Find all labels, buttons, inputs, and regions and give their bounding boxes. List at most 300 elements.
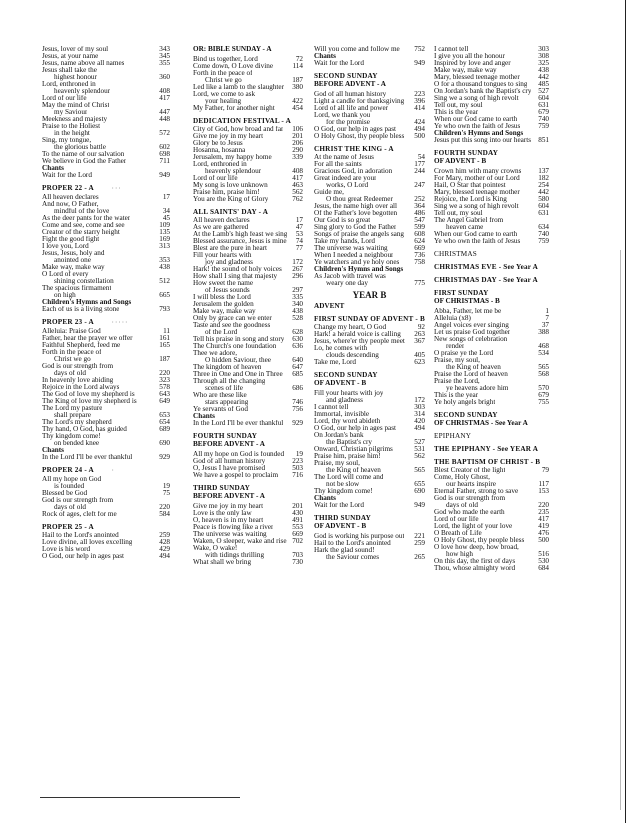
hymn-entry [434, 88, 549, 95]
hymn-number: 19 [162, 482, 170, 490]
hymn-entry [193, 224, 303, 231]
hymn-title: Lord of all life and power [314, 105, 389, 112]
hymn-title: Angel voices ever singing [434, 322, 509, 329]
hymn-number: 414 [414, 104, 425, 112]
hymn-number: 430 [292, 509, 303, 517]
hymn-entry [314, 273, 425, 280]
section-heading [434, 433, 549, 440]
hymn-entry [314, 189, 425, 196]
hymn-number: 580 [538, 195, 549, 203]
hymn-number: 665 [159, 291, 170, 299]
hymn-title: Lo, he comes with [314, 345, 368, 352]
hymn-entry [193, 70, 303, 77]
hymn-number: 172 [292, 258, 303, 266]
hymn-entry [193, 545, 303, 552]
hymn-entry [42, 391, 170, 398]
hymn-number: 137 [538, 167, 549, 175]
hymn-title: God who made the earth [434, 509, 505, 516]
hymn-title: Love is the only law [193, 510, 252, 517]
hymn-number: 740 [538, 230, 549, 238]
hymn-title: shining constellation [54, 278, 114, 285]
hymn-number: 643 [159, 390, 170, 398]
hymn-title: Wait for the Lord [314, 502, 364, 509]
hymn-title: Come, Holy Ghost, [434, 474, 490, 481]
hymn-number: 562 [414, 452, 425, 460]
hymn-title: O thou great Redeemer [326, 196, 393, 203]
hymn-entry [42, 208, 170, 215]
hymn-title: Hark! the sound of holy voices [193, 266, 282, 273]
hymn-number: 684 [538, 564, 549, 572]
hymn-number: 631 [538, 209, 549, 217]
hymn-entry [42, 433, 170, 440]
hymn-number: 244 [414, 167, 425, 175]
hymn-entry [193, 266, 303, 273]
hymn-entry [193, 559, 303, 566]
section-heading-text: THIRD SUNDAY [193, 484, 251, 492]
hymn-number: 690 [159, 439, 170, 447]
hymn-entry [42, 102, 170, 109]
hymn-entry [434, 502, 549, 509]
hymn-number: 408 [292, 167, 303, 175]
hymn-entry [314, 196, 425, 203]
hymn-number: 187 [292, 76, 303, 84]
section-heading [42, 319, 170, 327]
hymn-title: The kingdom of heaven [193, 364, 262, 371]
hymn-title: Make way, make way [42, 264, 105, 271]
hymn-number: 698 [159, 150, 170, 158]
hymn-number: 290 [292, 146, 303, 154]
hymn-entry [434, 196, 549, 203]
hymn-entry [42, 483, 170, 490]
hymn-title: Abba, Father, let me be [434, 308, 502, 315]
hymn-entry [314, 460, 425, 467]
section-heading: OF CHRISTMAS - B [434, 297, 500, 305]
hymn-entry [314, 280, 425, 287]
hymn-number: 153 [538, 487, 549, 495]
hymn-entry [42, 454, 170, 461]
subsection-label [314, 53, 425, 60]
hymn-number: 187 [159, 355, 170, 363]
hymn-number: 759 [538, 122, 549, 130]
hymn-title: Fill your hearts with joy [314, 390, 384, 397]
hymn-entry [314, 91, 425, 98]
hymn-title: O Breath of Life [434, 530, 482, 537]
hymn-title: On Jordan's bank the Baptist's cry [434, 88, 532, 95]
hymn-title: Praise, my soul, [434, 357, 480, 364]
hymn-title: Take my hands, Lord [314, 238, 375, 245]
section-heading: OF ADVENT - B [314, 522, 367, 530]
section-heading [193, 209, 303, 216]
hymn-title: on high [54, 292, 76, 299]
hymn-title: God of all human history [314, 91, 387, 98]
section-heading-text: FIRST SUNDAY OF ADVENT - B [314, 315, 425, 323]
hymn-entry [434, 182, 549, 189]
hymn-number: 669 [414, 244, 425, 252]
hymn-entry [314, 390, 425, 397]
hymn-entry [193, 280, 303, 287]
hymn-entry [314, 547, 425, 554]
hymn-number: 755 [538, 398, 549, 406]
hymn-entry [434, 474, 549, 481]
hymn-title: Make way, make way [434, 67, 497, 74]
hymn-number: 655 [414, 480, 425, 488]
hymn-entry [42, 81, 170, 88]
hymn-entry [193, 451, 303, 458]
hymn-entry [434, 350, 549, 357]
section-heading-text: THE EPIPHANY - See YEAR A [434, 445, 539, 453]
hymn-number: 313 [159, 242, 170, 250]
hymn-entry [42, 356, 170, 363]
section-heading-text: FOURTH SUNDAY [193, 432, 258, 440]
hymn-number: 565 [414, 466, 425, 474]
hymn-entry [193, 196, 303, 203]
hymn-title: the Saviour comes [326, 554, 380, 561]
hymn-entry [314, 231, 425, 238]
hymn-entry [434, 238, 549, 245]
hymn-number: 636 [292, 342, 303, 350]
hymn-entry [434, 224, 549, 231]
hymn-number: 165 [159, 341, 170, 349]
hymn-number: 608 [414, 230, 425, 238]
hymn-entry [434, 137, 549, 144]
hymn-entry [193, 133, 303, 140]
hymn-number: 949 [159, 171, 170, 179]
hymn-entry [314, 533, 425, 540]
hymn-entry [314, 411, 425, 418]
hymn-number: 72 [295, 55, 303, 63]
hymn-title: For all the saints [314, 161, 362, 168]
hymn-title: The Angel Gabriel from [434, 217, 504, 224]
section-heading [42, 524, 170, 531]
hymn-entry [42, 490, 170, 497]
hymn-number: 711 [159, 157, 170, 165]
hymn-number: 634 [538, 223, 549, 231]
hymn-title: The God of love my shepherd is [42, 391, 135, 398]
hymn-entry [42, 384, 170, 391]
hymn-title: days of old [54, 504, 86, 511]
section-heading: OF CHRISTMAS - See Year A [434, 419, 528, 427]
hymn-title: Jesus put this song into our hearts [434, 137, 532, 144]
hymn-entry [193, 259, 303, 266]
hymn-entry [42, 201, 170, 208]
hymn-title: scenes of life [205, 385, 243, 392]
hymn-number: 447 [159, 108, 170, 116]
hymn-number: 512 [159, 277, 170, 285]
hymn-entry [314, 105, 425, 112]
hymn-number: 486 [414, 209, 425, 217]
hymn-title: Meekness and majesty [42, 116, 108, 123]
hymn-entry [42, 60, 170, 67]
hymn-entry [193, 524, 303, 531]
hymn-title: Ye holy angels bright [434, 399, 496, 406]
hymn-title: How sweet the name [193, 280, 254, 287]
hymn-title: Each of us is a living stone [42, 306, 120, 313]
hymn-title: Inspired by love and anger [434, 60, 511, 67]
hymn-title: Chants [42, 165, 64, 172]
hymn-number: 494 [414, 125, 425, 133]
hymn-title: Lord, enthroned in [42, 81, 96, 88]
hymn-title: Make way, make way [193, 308, 256, 315]
hymn-number: 949 [414, 59, 425, 67]
hymn-title: The spacious firmament [42, 285, 112, 292]
hymn-title: Waken, O sleeper, wake and rise [193, 538, 287, 545]
hymn-number: 405 [414, 351, 425, 359]
hymn-number: 685 [292, 370, 303, 378]
hymn-number: 793 [159, 305, 170, 313]
hymn-title: Praise him, praise him! [193, 189, 260, 196]
hymn-entry [42, 151, 170, 158]
hymn-number: 463 [292, 181, 303, 189]
hymn-title: Onward, Christian pilgrims [314, 446, 393, 453]
hymn-number: 353 [159, 256, 170, 264]
hymn-number: 117 [538, 480, 549, 488]
hymn-number: 17 [162, 193, 170, 201]
hymn-title: At the Lamb's high feast we sing [193, 231, 288, 238]
hymn-title: Jesus, the name high over all [314, 203, 398, 210]
hymn-title: Forth in the peace of [42, 349, 102, 356]
hymn-number: 929 [159, 453, 170, 461]
hymn-title: Chants [42, 447, 64, 454]
hymn-title: not be slow [326, 481, 360, 488]
hymn-number: 220 [159, 503, 170, 511]
hymn-title: Sing glory to God the Father [314, 224, 397, 231]
hymn-entry [42, 539, 170, 546]
hymn-number: 631 [538, 101, 549, 109]
section-heading-text: CHRISTMAS [434, 250, 477, 258]
hymn-title: Who are these like [193, 392, 247, 399]
hymn-entry [42, 67, 170, 74]
hymn-title: Lord of our life [434, 516, 479, 523]
hymn-title: Taste and see the goodness [193, 322, 271, 329]
section-heading: OF ADVENT - B [314, 379, 367, 387]
hymn-number: 169 [159, 235, 170, 243]
hymn-entry [42, 137, 170, 144]
hymn-number: 314 [414, 410, 425, 418]
hymn-title: Rock of ages, cleft for me [42, 511, 117, 518]
hymn-number: 335 [292, 293, 303, 301]
hymn-number: 500 [414, 132, 425, 140]
hymn-number: 263 [414, 330, 425, 338]
hymn-number: 775 [414, 279, 425, 287]
hymn-entry [42, 130, 170, 137]
hymn-number: 221 [414, 532, 425, 540]
hymn-title: Alleluia: Praise God [42, 328, 101, 335]
hymn-title: Chants [314, 53, 336, 60]
hymn-number: 417 [538, 515, 549, 523]
hymn-title: I cannot tell [434, 46, 469, 53]
hymn-number: 396 [414, 97, 425, 105]
hymn-number: 252 [414, 195, 425, 203]
hymn-number: 623 [414, 358, 425, 366]
section-heading: BEFORE ADVENT - A [193, 492, 265, 500]
hymn-number: 325 [538, 59, 549, 67]
hymn-entry [314, 119, 425, 126]
hymn-title: Give me joy in my heart [193, 133, 264, 140]
hymn-entry [314, 397, 425, 404]
hymn-entry [193, 406, 303, 413]
hymn-title: Only by grace can we enter [193, 315, 272, 322]
hymn-number: 259 [414, 539, 425, 547]
hymn-title: the King of heaven [326, 467, 381, 474]
handwritten-mark: · [111, 468, 114, 474]
hymn-title: Jesus, name above all names [42, 60, 125, 67]
hymn-entry [434, 95, 549, 102]
hymn-entry [42, 306, 170, 313]
section-heading [434, 412, 549, 419]
hymn-number: 527 [414, 438, 425, 446]
hymn-entry [42, 172, 170, 179]
hymn-title: Hark the glad sound! [314, 547, 375, 554]
hymn-entry [193, 84, 303, 91]
hymn-entry [42, 363, 170, 370]
hymn-title: Lord, thy word abideth [314, 418, 381, 425]
hymn-title: The Church's one foundation [193, 343, 277, 350]
hymn-number: 758 [414, 258, 425, 266]
section-heading: ADVENT [314, 302, 345, 310]
hymn-number: 730 [292, 558, 303, 566]
hymn-number: 92 [417, 323, 425, 331]
hymn-title: Jesus, where'er thy people meet [314, 338, 405, 345]
hymn-entry [42, 370, 170, 377]
hymn-entry [314, 112, 425, 119]
section-heading-text: CHRISTMAS DAY - See Year A [434, 276, 538, 284]
hymn-entry [314, 245, 425, 252]
index-column-4 [434, 46, 549, 572]
hymn-entry [42, 440, 170, 447]
hymn-number: 235 [538, 508, 549, 516]
hymn-title: Through all the changing [193, 378, 266, 385]
hymn-number: 438 [538, 66, 549, 74]
hymn-title: Bind us together, Lord [193, 56, 258, 63]
hymn-entry [434, 336, 549, 343]
hymn-title: Peace is flowing like a river [193, 524, 274, 531]
hymn-title: Blessed be God [42, 490, 88, 497]
hymn-entry [42, 236, 170, 243]
hymn-title: This is the year [434, 109, 479, 116]
hymn-title: On Jordan's bank [314, 432, 364, 439]
section-heading-text: PROPER 22 - A [42, 184, 94, 192]
hymn-title: of the Lord [205, 329, 238, 336]
hymn-entry [193, 91, 303, 98]
hymn-entry [193, 364, 303, 371]
subsection-label [42, 165, 170, 172]
hymn-number: 106 [292, 125, 303, 133]
hymn-entry [42, 215, 170, 222]
section-heading-text: FIRST SUNDAY [434, 289, 489, 297]
hymn-number: 454 [292, 104, 303, 112]
hymn-entry [434, 343, 549, 350]
hymn-entry [314, 203, 425, 210]
hymn-number: 578 [159, 383, 170, 391]
hymn-title: Great indeed are your [314, 175, 377, 182]
hymn-title: Sing we a song of high revolt [434, 203, 519, 210]
hymn-number: 161 [159, 334, 170, 342]
hymn-number: 438 [159, 263, 170, 271]
hymn-number: 135 [159, 228, 170, 236]
subsection-label [42, 447, 170, 454]
hymn-title: heavenly splendour [205, 168, 262, 175]
hymn-entry [314, 182, 425, 189]
section-heading [434, 459, 549, 466]
hymn-number: 740 [538, 115, 549, 123]
hymn-number: 364 [414, 202, 425, 210]
section-heading-text: SECOND SUNDAY [314, 371, 378, 379]
hymn-number: 679 [538, 391, 549, 399]
hymn-entry [314, 439, 425, 446]
hymn-number: 75 [162, 489, 170, 497]
hymn-entry [434, 523, 549, 530]
hymn-title: highest honour [54, 74, 97, 81]
hymn-title: Praise to the Holiest [42, 123, 101, 130]
section-heading [314, 372, 425, 379]
section-heading-text: EPIPHANY [434, 432, 472, 440]
hymn-number: 247 [414, 181, 425, 189]
hymn-entry [434, 175, 549, 182]
hymn-entry [42, 229, 170, 236]
hymn-title: our hearts inspire [446, 481, 496, 488]
section-heading-text: DEDICATION FESTIVAL - A [193, 117, 291, 125]
hymn-number: 37 [541, 321, 549, 329]
hymn-title: Alleluia (x8) [434, 315, 471, 322]
hymn-title: Father, hear the prayer we offer [42, 335, 133, 342]
hymn-title: Sing, my tongue, [42, 137, 92, 144]
hymn-number: 851 [538, 136, 549, 144]
hymn-title: How shall I sing that majesty [193, 273, 278, 280]
hymn-number: 424 [414, 118, 425, 126]
hymn-number: 297 [292, 286, 303, 294]
section-heading [434, 150, 549, 157]
hymn-title: in the height [54, 130, 90, 137]
hymn-title: O God, our help in ages past [314, 126, 397, 133]
hymn-entry [314, 488, 425, 495]
hymn-entry [193, 182, 303, 189]
hymn-number: 628 [292, 328, 303, 336]
hymn-number: 343 [159, 45, 170, 53]
section-heading-text: PROPER 24 - A [42, 466, 94, 474]
hymn-number: 689 [159, 425, 170, 433]
hymn-title: with tidings thrilling [205, 552, 265, 559]
hymn-number: 429 [159, 545, 170, 553]
hymn-title: is founded [54, 483, 85, 490]
hymn-entry [42, 497, 170, 504]
hymn-entry [193, 252, 303, 259]
hymn-title: Change my heart, O God [314, 324, 387, 331]
hymn-title: Come and see, come and see [42, 222, 125, 229]
hymn-number: 485 [538, 80, 549, 88]
hymn-entry [434, 364, 549, 371]
hymn-entry [314, 161, 425, 168]
hymn-title: Three in One and One in Three [193, 371, 283, 378]
hymn-number: 201 [292, 132, 303, 140]
hymn-entry [314, 46, 425, 53]
hymn-title: Blessed assurance, Jesus is mine [193, 238, 287, 245]
hymn-title: Hosanna, hosanna [193, 147, 246, 154]
hymn-entry [314, 338, 425, 345]
hymn-title: My song is love unknown [193, 182, 268, 189]
hymn-entry [314, 359, 425, 366]
hymn-title: In the Lord I'll be ever thankful [193, 420, 284, 427]
hymn-entry [314, 133, 425, 140]
hymn-number: 528 [292, 314, 303, 322]
hymn-title: Songs of praise the angels sang [314, 231, 405, 238]
hymn-title: Christ we go [54, 356, 91, 363]
hymn-number: 201 [292, 502, 303, 510]
hymn-title: works, O Lord [326, 182, 369, 189]
hymn-title: O praise ye the Lord [434, 350, 494, 357]
section-heading [193, 433, 303, 440]
hymn-title: Praise the Lord of heaven [434, 371, 508, 378]
hymn-title: Of the Father's love begotten [314, 210, 398, 217]
